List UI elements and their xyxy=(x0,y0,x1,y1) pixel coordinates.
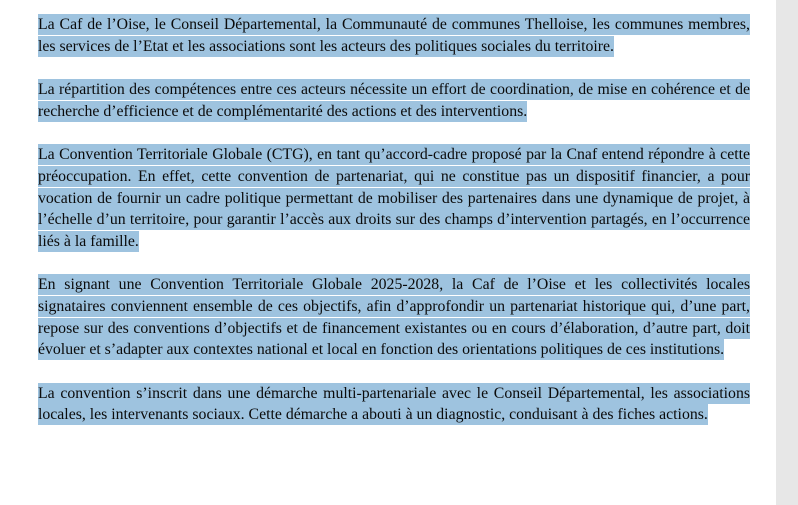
selected-text[interactable]: En signant une Convention Territoriale Globale 2025-2028, la Caf de l’Oise et les collectivités locales signataires conviennent ensemble de ces objectifs, afin d’approfondir un partenariat historique qui, d’une part, repose sur des conventions d’objectifs et de financement existantes ou en cours d’élaboration, d’autre part, doit évoluer et s’adapter aux contextes national et local en fonction des orientations politiques de ces institutions. xyxy=(38,276,750,359)
selected-text[interactable]: La convention s’inscrit dans une démarche multi-partenariale avec le Conseil Départemental, les associations locales, les intervenants sociaux. Cette démarche a abouti à un diagnostic, conduisant à des fiches actions. xyxy=(38,384,750,424)
paragraph-signature[interactable] xyxy=(38,274,750,360)
paragraph-ctg[interactable] xyxy=(38,144,750,252)
selected-text[interactable]: La Caf de l’Oise, le Conseil Départemental, la Communauté de communes Thelloise, les communes membres, les services de l’Etat et les associations sont les acteurs des politiques sociales du territoire. xyxy=(38,16,750,55)
selected-text[interactable]: La Convention Territoriale Globale (CTG), en tant qu’accord-cadre proposé par la Cnaf entend répondre à cette préoccupation. En effet, cette convention de partenariat, qui ne constitue pas un dispositif financier, a pour vocation de fournir un cadre politique permettant de mobiliser des partenaires dans une dynamique de projet, à l’échelle d’un territoire, pour garantir l’accès aux droits sur des champs d’intervention partagés, en l’occurrence liés à la famille. xyxy=(38,146,750,250)
paragraph-actors[interactable] xyxy=(38,14,750,57)
paragraph-coordination[interactable] xyxy=(38,79,750,122)
scrollbar-gutter[interactable] xyxy=(776,0,798,505)
paragraph-multi-partner[interactable] xyxy=(38,383,750,426)
selected-text[interactable]: La répartition des compétences entre ces acteurs nécessite un effort de coordination, de mise en cohérence et de recherche d’efficience et de complémentarité des actions et des interventions. xyxy=(38,81,750,120)
text-column xyxy=(38,14,750,448)
